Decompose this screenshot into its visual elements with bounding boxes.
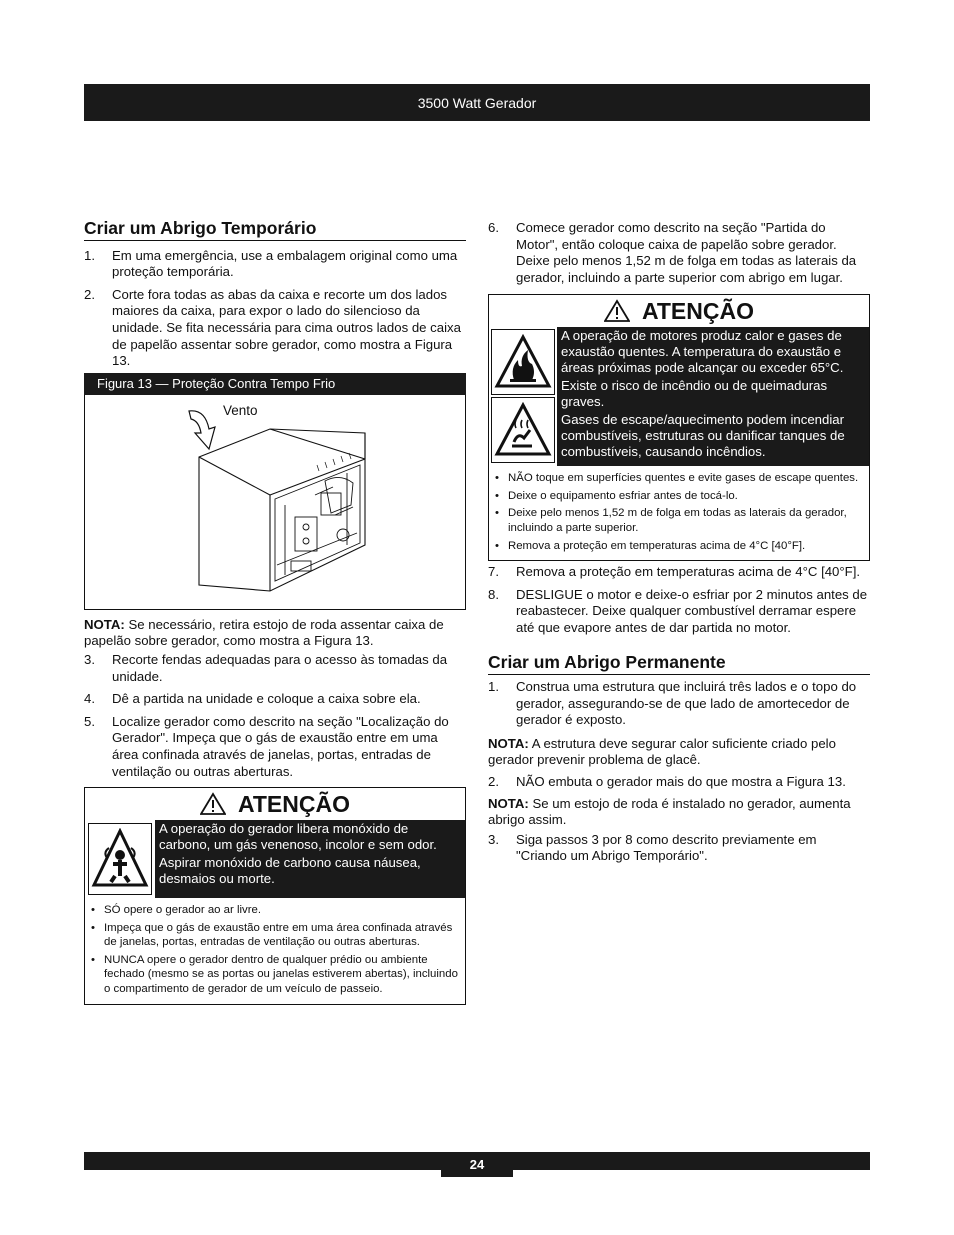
list-item: • Remova a proteção em temperaturas acima de 4°C [40°F]. [495,539,863,554]
warning-bullets [85,898,465,1004]
list-item: • NÃO toque em superfícies quentes e evite gases de escape quentes. [495,471,863,486]
note-wheel-kit: NOTA: Se necessário, retira estojo de roda assentar caixa de papelão sobre gerador, como mostra a Figura 13. [84,616,444,649]
header-bar [84,84,870,121]
list-item: 6. Comece gerador como descrito na seção "Partida do Motor", então coloque caixa de papelão sobre gerador. Deixe pelo menos 1,52 m de folga em todas as laterais da gerador, incluindo a parte superior com abrigo em lugar. [488,220,857,285]
note-wheel-kit: NOTA: Se um estojo de roda é instalado no gerador, aumenta abrigo assim. [488,795,851,828]
wind-arrow-icon [189,411,215,449]
right-column [488,220,870,865]
list-item: • NUNCA opere o gerador dentro de qualquer prédio ou ambiente fechado (mesmo se as portas ou janelas estiverem abertas), incluindo o compartimento de gerador de um veículo de passeio. [91,953,459,997]
list-item: 3. Recorte fendas adequadas para o acesso às tomadas da unidade. [84,651,448,684]
steps-list-continued [84,652,466,780]
note-heat: NOTA: A estrutura deve segurar calor suficiente criado pelo gerador prevenir problema de glacê. [488,735,836,768]
warning-content [85,820,465,898]
steps-list [84,248,466,370]
left-column [84,220,466,1005]
steps-list [488,220,870,286]
warning-title: ATENÇÃO [489,295,869,327]
list-item: 5. Localize gerador como descrito na seção "Localização do Gerador". Impeça que o gás de exaustão entre em uma área confinada através de janelas, portas, entradas de ventilação ou outras aberturas. [84,713,449,779]
permanent-steps [488,679,870,729]
warning-box-heat [488,294,870,561]
generator-shelter-drawing [85,395,465,609]
warning-content [489,327,869,466]
warning-triangle-icon [604,299,630,323]
figure-caption: Figura 13 — Proteção Contra Tempo Frio [84,373,466,395]
list-item: 8. DESLIGUE o motor e deixe-o esfriar por 2 minutos antes de reabastecer. Deixe qualquer combustível derramar espere até que evapore antes de dar partida no motor. [488,586,868,635]
list-item: • SÓ opere o gerador ao ar livre. [91,903,459,918]
list-item: 1. Construa uma estrutura que incluirá três lados e o topo do gerador, assegurando-se de que lado de amortecedor de gerador é exposto. [488,679,857,728]
permanent-steps [488,774,870,791]
list-item: • Deixe o equipamento esfriar antes de tocá-lo. [495,489,863,504]
steps-list-continued [488,564,870,636]
page-number: 24 [441,1152,513,1177]
document-title: 3500 Watt Gerador [417,94,537,111]
list-item: 1. Em uma emergência, use a embalagem original como uma proteção temporária. [84,247,458,280]
toxic-fumes-icon [88,823,152,895]
warning-texts: A operação de motores produz calor e gases de exaustão quentes. A temperatura do exaustão e áreas próximas pode alcançar ou exceder 65°C. Existe o risco de incêndio ou de queimaduras graves. Gases de escape/aquecimento podem incendiar combustíveis, estruturas ou danificar tanques de combustíveis, causando incêndios. [561,328,845,459]
warning-box-carbon-monoxide [84,787,466,1005]
list-item: 4. Dê a partida na unidade e coloque a caixa sobre ela. [84,691,421,707]
warning-title: ATENÇÃO [85,788,465,820]
permanent-steps [488,832,870,865]
list-item: 7. Remova a proteção em temperaturas acima de 4°C [40°F]. [488,564,861,580]
section-heading-temporary: Criar um Abrigo Temporário [84,220,466,241]
warning-bullets [489,466,869,560]
figure-illustration [84,395,466,610]
hot-surface-icon [491,397,555,463]
list-item: • Impeça que o gás de exaustão entre em uma área confinada através de janelas, portas, entradas de ventilação ou outras aberturas. [91,921,459,950]
list-item: • Deixe pelo menos 1,52 m de folga em todas as laterais da gerador, incluindo a parte superior. [495,506,863,535]
list-item: 3. Siga passos 3 por 8 como descrito previamente em "Criando um Abrigo Temporário". [488,831,817,864]
warning-triangle-icon [200,792,226,816]
list-item: 2. NÃO embuta o gerador mais do que mostra a Figura 13. [488,774,846,790]
figure-13 [84,373,466,610]
section-heading-permanent: Criar um Abrigo Permanente [488,654,870,675]
wind-label: Vento [223,402,258,418]
list-item: 2. Corte fora todas as abas da caixa e recorte um dos lados maiores da caixa, para expor o lado do silencioso da unidade. Se fita necessária para cima outros lados de caixa de papelão assentar sobre gerador, como mostra a Figura 13. [84,286,461,369]
fire-icon [491,329,555,395]
warning-texts: A operação do gerador libera monóxido de carbono, um gás venenoso, incolor e sem odor. Aspirar monóxido de carbono causa náusea, desmaios ou morte. [159,821,437,886]
